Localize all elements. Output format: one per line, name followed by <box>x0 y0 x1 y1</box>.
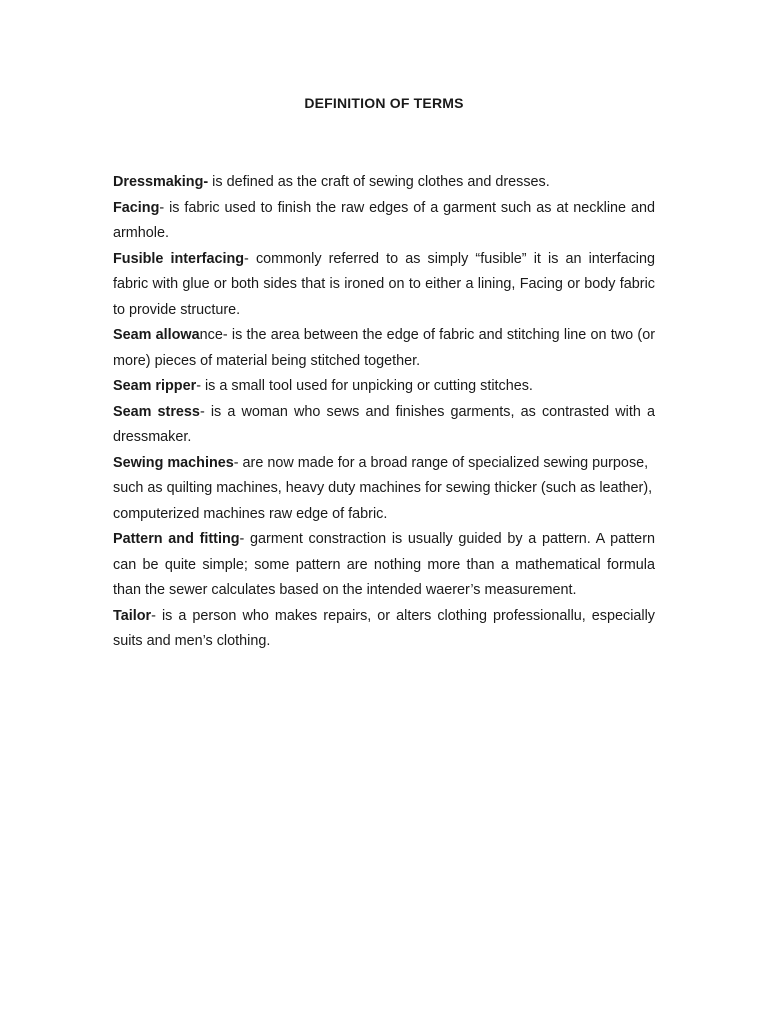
definition-entry-seam-stress <box>113 400 655 451</box>
definition-entry-sewing-machines <box>113 451 655 528</box>
term-label: Dressmaking- <box>113 174 209 190</box>
definition-entry-seam-ripper <box>113 374 655 400</box>
term-definition: - is a small tool used for unpicking or cutting stitches. <box>196 378 533 394</box>
document-title: DEFINITION OF TERMS <box>304 95 464 111</box>
term-label: Seam ripper <box>113 378 197 394</box>
definition-entry-facing <box>113 196 655 247</box>
term-definition: - commonly referred to as simply “fusible” it is an interfacing fabric with glue or both sides that is ironed on to either a lining, Facing or body fabric to provide structure. <box>113 250 655 318</box>
term-definition: is defined as the craft of sewing clothes and dresses. <box>208 174 550 190</box>
term-definition: - is a person who makes repairs, or alters clothing professionallu, especially suits and men’s clothing. <box>113 607 655 649</box>
definition-entry-seam-allowance <box>113 323 655 374</box>
term-definition: - is a woman who sews and finishes garments, as contrasted with a dressmaker. <box>113 403 655 445</box>
term-label: Seam stress <box>113 403 200 420</box>
term-definition: - are now made for a broad range of specialized sewing purpose, such as quilting machines, heavy duty machines for sewing thicker (such as leather), computerized machines raw edge of fabric. <box>113 454 653 522</box>
term-definition: - garment constraction is usually guided by a pattern. A pattern can be quite simple; some pattern are nothing more than a mathematical formula than the sewer calculates based on the intended waerer’s measurement. <box>113 531 655 598</box>
term-label: Facing <box>113 199 160 216</box>
term-label: Sewing machines <box>113 454 234 471</box>
definition-entry-pattern-and-fitting <box>113 527 655 604</box>
definition-entry-fusible-interfacing <box>113 247 655 324</box>
term-label: Fusible interfacing <box>113 250 245 267</box>
term-definition: - is fabric used to finish the raw edges of a garment such as at neckline and armhole. <box>113 199 655 241</box>
definition-entry-dressmaking <box>113 170 655 196</box>
term-label: Pattern and fitting <box>113 531 240 547</box>
term-label: Tailor <box>113 607 152 624</box>
definition-entry-tailor <box>113 604 655 655</box>
definition-list <box>113 170 655 655</box>
term-label: Seam allowa <box>113 327 200 343</box>
term-definition: nce- is the area between the edge of fabric and stitching line on two (or more) pieces of material being stitched together. <box>113 327 656 369</box>
